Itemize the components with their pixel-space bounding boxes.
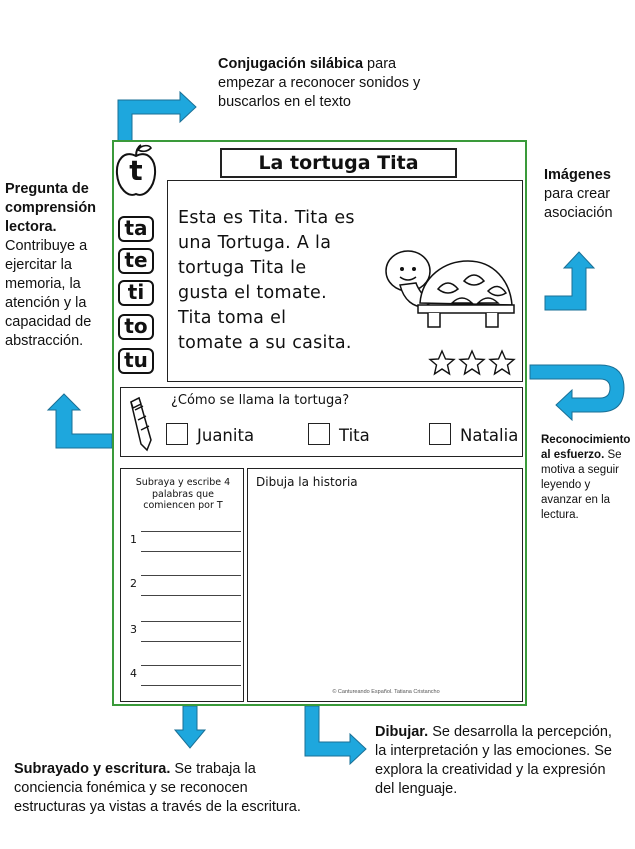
underline-write-box [120,468,244,702]
story-line: una Tortuga. A la [178,233,332,253]
annotation-underline-title: Subrayado y escritura. [14,761,171,777]
arrow-curve-icon [530,365,624,420]
arrow-up-icon [48,394,112,448]
annotation-text: ejercitar la [5,257,72,273]
annotation-text: memoria, la [5,276,81,292]
annotation-text: abstracción. [5,333,84,349]
stars-rating[interactable] [428,349,518,377]
worksheet [112,140,527,706]
line-number: 4 [130,667,137,680]
underline-instructions [121,477,245,512]
option-checkbox-tita[interactable] [308,423,330,445]
annotation-syllabic-title: Conjugación silábica [218,56,364,72]
annotation-text: para [363,56,397,72]
syllable-to: to [118,314,154,340]
line-number: 2 [130,577,137,590]
option-checkbox-natalia[interactable] [429,423,451,445]
option-label-juanita: Juanita [197,426,255,445]
pencil-icon [127,396,153,452]
annotation-text: atención y la [5,295,87,311]
syllable-ta: ta [118,216,154,242]
annotation-text: para crear [544,186,611,202]
annotation-text: explora la creatividad y la expresión [375,762,606,778]
syllable-ti: ti [118,280,154,306]
annotation-comprehension-title: comprensión [5,200,97,216]
focus-letter: t [129,154,143,187]
annotation-text: la interpretación y las emociones. Se [375,743,612,759]
annotation-text: Contribuye a [5,238,88,254]
question-text: ¿Cómo se llama la tortuga? [171,393,350,408]
writing-line[interactable] [141,595,241,596]
arrow-up-icon [545,252,594,310]
annotation-images-title: Imágenes [544,167,611,183]
drawing-box[interactable] [247,468,523,702]
story-line: tomate a su casita. [178,333,352,353]
writing-line[interactable] [141,665,241,666]
instruction-line: comiencen por T [143,500,223,511]
story-box [167,180,523,382]
annotation-text: empezar a reconocer sonidos y [218,75,421,91]
annotation-text: Se trabaja la [170,761,256,777]
syllable-tu: tu [118,348,154,374]
worksheet-title: La tortuga Tita [220,148,457,178]
instruction-line: Subraya y escribe 4 [135,477,231,488]
annotation-text: lectura. [541,509,579,521]
instruction-line: palabras que [152,488,214,500]
story-line: Tita toma el [178,308,287,328]
annotation-effort-title: al esfuerzo. [541,449,605,461]
arrow-right-icon [305,706,366,764]
annotation-text: asociación [544,205,613,221]
turtle-image [378,241,518,341]
story-text [178,206,355,356]
drawing-label: Dibuja la historia [256,475,358,489]
story-line: gusta el tomate. [178,283,327,303]
star-icon [430,351,454,374]
annotation-text: buscarlos en el texto [218,94,351,110]
annotation-text: capacidad de [5,314,92,330]
star-icon [490,351,514,374]
annotation-text: Se [604,449,622,461]
writing-line[interactable] [141,531,241,532]
annotation-text: leyendo y [541,479,591,491]
annotation-text: del lenguaje. [375,781,458,797]
line-number: 1 [130,533,137,546]
line-number: 3 [130,623,137,636]
annotation-text: motiva a seguir [541,464,619,476]
writing-line[interactable] [141,551,241,552]
annotation-text: avanzar en la [541,494,611,506]
annotation-text: Se desarrolla la percepción, [428,724,612,740]
question-box [120,387,523,457]
star-icon [460,351,484,374]
writing-line[interactable] [141,641,241,642]
option-label-tita: Tita [339,426,370,445]
annotation-text: conciencia fonémica y se reconocen [14,780,248,796]
annotation-comprehension-title: Pregunta de [5,181,89,197]
story-line: tortuga Tita le [178,258,307,278]
copyright-text: © Cantureando Español. Tatiana Cristancho [332,689,440,695]
option-checkbox-juanita[interactable] [166,423,188,445]
annotation-drawing-title: Dibujar. [375,724,429,740]
annotation-comprehension-title: lectora. [5,219,57,235]
option-label-natalia: Natalia [460,426,519,445]
writing-line[interactable] [141,621,241,622]
annotation-text: estructuras ya vistas a través de la escritura. [14,799,301,815]
writing-line[interactable] [141,685,241,686]
writing-line[interactable] [141,575,241,576]
story-line: Esta es Tita. Tita es [178,208,355,228]
syllable-te: te [118,248,154,274]
arrow-down-icon [175,706,205,748]
annotation-effort-title: Reconocimiento [541,434,631,446]
